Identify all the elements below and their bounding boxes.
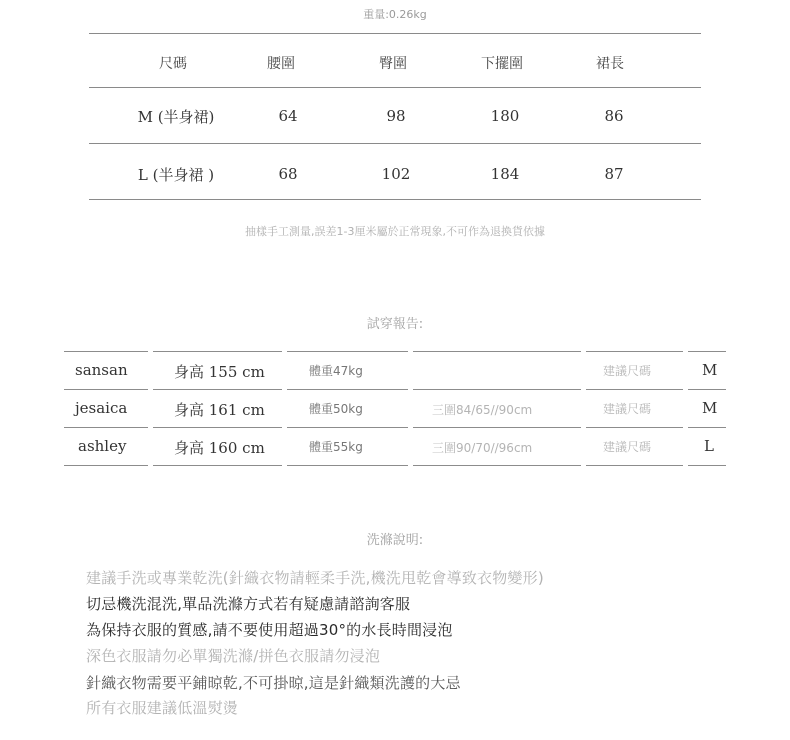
tryon-height: 身高 155 cm	[174, 363, 265, 381]
tryon-suggest-label: 建議尺碼	[603, 440, 652, 454]
tryon-divider	[413, 465, 581, 466]
table-divider	[89, 87, 701, 88]
header-hem: 下擺圍	[481, 56, 523, 72]
table-cell: 102	[381, 165, 411, 183]
tryon-divider	[153, 427, 282, 428]
table-cell: L (半身裙 )	[137, 166, 215, 184]
tryon-divider	[688, 351, 726, 352]
header-size: 尺碼	[159, 56, 187, 72]
table-divider	[89, 143, 701, 144]
tryon-height: 身高 160 cm	[174, 439, 265, 457]
tryon-divider	[287, 465, 408, 466]
tryon-divider	[287, 427, 408, 428]
tryon-divider	[688, 465, 726, 466]
table-cell: M (半身裙)	[137, 108, 215, 126]
tryon-divider	[64, 465, 148, 466]
tryon-measure: 三圍90/70//96cm	[432, 441, 533, 455]
tryon-name: sansan	[75, 361, 128, 379]
tryon-divider	[586, 351, 683, 352]
tryon-weight: 體重55kg	[309, 440, 363, 454]
tryon-divider	[287, 351, 408, 352]
tryon-divider	[287, 389, 408, 390]
wash-title: 洗滌說明:	[366, 533, 424, 548]
wash-line: 所有衣服建議低溫熨燙	[86, 699, 239, 717]
tryon-divider	[413, 427, 581, 428]
wash-line: 建議手洗或專業乾洗(針織衣物請輕柔手洗,機洗甩乾會導致衣物變形)	[86, 569, 544, 587]
table-divider	[89, 33, 701, 34]
tryon-weight: 體重50kg	[309, 402, 363, 416]
tryon-divider	[586, 465, 683, 466]
wash-line: 針織衣物需要平鋪晾乾,不可掛晾,這是針織類洗護的大忌	[86, 674, 461, 692]
tryon-name: ashley	[78, 437, 127, 455]
table-cell: 184	[490, 165, 520, 183]
tryon-divider	[586, 427, 683, 428]
header-length: 裙長	[596, 56, 624, 72]
tryon-divider	[688, 427, 726, 428]
tryon-measure: 三圍84/65//90cm	[432, 403, 533, 417]
wash-line: 切忌機洗混洗,單品洗滌方式若有疑慮請諮詢客服	[86, 595, 411, 613]
tryon-divider	[64, 351, 148, 352]
tryon-divider	[64, 427, 148, 428]
weight-label: 重量:0.26kg	[363, 8, 427, 21]
tryon-divider	[153, 465, 282, 466]
tryon-suggest-label: 建議尺碼	[603, 364, 652, 378]
table-cell: 87	[604, 165, 624, 183]
tryon-divider	[153, 351, 282, 352]
tryon-suggest-label: 建議尺碼	[603, 402, 652, 416]
measurement-note: 抽樣手工測量,誤差1-3厘米屬於正常現象,不可作為退換貨依據	[245, 225, 545, 238]
wash-line: 深色衣服請勿必單獨洗滌/拼色衣服請勿浸泡	[86, 647, 381, 665]
tryon-size: L	[704, 437, 714, 455]
table-cell: 180	[490, 107, 520, 125]
tryon-divider	[586, 389, 683, 390]
table-divider	[89, 199, 701, 200]
tryon-title: 試穿報告:	[366, 317, 424, 332]
tryon-size: M	[702, 361, 718, 379]
table-cell: 86	[604, 107, 624, 125]
table-cell: 64	[278, 107, 298, 125]
tryon-divider	[413, 351, 581, 352]
tryon-divider	[688, 389, 726, 390]
tryon-weight: 體重47kg	[309, 364, 363, 378]
tryon-divider	[64, 389, 148, 390]
table-cell: 98	[386, 107, 406, 125]
table-cell: 68	[278, 165, 298, 183]
tryon-size: M	[702, 399, 718, 417]
tryon-divider	[153, 389, 282, 390]
tryon-name: jesaica	[75, 399, 128, 417]
tryon-height: 身高 161 cm	[174, 401, 265, 419]
tryon-divider	[413, 389, 581, 390]
wash-line: 為保持衣服的質感,請不要使用超過30°的水長時間浸泡	[86, 621, 453, 639]
header-waist: 腰圍	[267, 56, 295, 72]
header-hip: 臀圍	[379, 56, 407, 72]
